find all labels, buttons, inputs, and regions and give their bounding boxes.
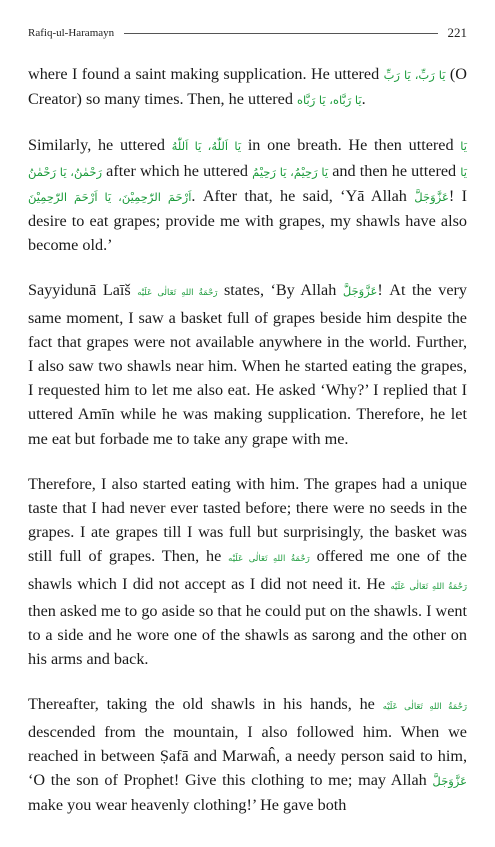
honorific-rahmatullah: رَحْمَةُ اللهِ تَعَالٰى عَلَيْه xyxy=(228,554,310,565)
text: where I found a saint making supplication. He uttered xyxy=(28,65,384,83)
paragraph-5 xyxy=(28,692,467,817)
text: in one breath. He then uttered xyxy=(241,136,461,155)
honorific-rahmatullah: رَحْمَةُ اللهِ تَعَالٰى عَلَيْه xyxy=(390,581,468,592)
paragraph-3 xyxy=(28,278,467,450)
text: descended from the mountain, I also followed him. When we reached in between Ṣafā and Marwaĥ, a needy person said to him, ‘O the son of Prophet! Give this clothing to me; may Allah xyxy=(28,722,467,790)
text: offered me one of the shawls which I did not accept as I did not need it. He xyxy=(28,547,467,593)
text: (O Creator) so many times. Then, he uttered xyxy=(28,65,467,109)
arabic-phrase: يَا رَحِيْمُ، يَا رَحِيْمُ xyxy=(252,164,329,179)
text: and then he uttered xyxy=(328,161,461,180)
text: . After that, he said, ‘Yā Allah xyxy=(191,186,415,205)
arabic-phrase: يَا رَبَّاه، يَا رَبَّاه xyxy=(296,93,362,108)
paragraph-4 xyxy=(28,472,467,672)
book-title: Rafiq-ul-Haramayn xyxy=(28,27,115,39)
paragraph-2 xyxy=(28,133,467,257)
arabic-phrase: يَا رَحْمٰنُ، يَا رَحْمٰنُ xyxy=(28,139,467,179)
text: Sayyidunā Laīš xyxy=(28,281,138,300)
text: after which he uttered xyxy=(102,161,253,180)
text: make you wear heavenly clothing!’ He gave both xyxy=(28,796,347,815)
page-header xyxy=(28,24,467,42)
arabic-phrase: يَا اَرْحَمَ الرّٰحِمِيْنَ، يَا اَرْحَمَ الرّٰحِمِيْنَ xyxy=(28,164,467,204)
arabic-phrase: يَا رَبِّ، يَا رَبِّ xyxy=(383,68,446,82)
text: Thereafter, taking the old shawls in his hands, he xyxy=(28,695,383,714)
text: ! At the very same moment, I saw a basket full of grapes beside him despite the fact that grapes were not available anywhere in the world. Further, I also saw two shawls near him. When he started eating the grapes, I requested him to let me also eat. He asked ‘Why?’ I replied that I uttered Amīn while he was making supplication. Therefore, he let me eat but forbade me to take any grape with me. xyxy=(28,281,467,448)
arabic-phrase: يَا اَللّٰهُ، يَا اَللّٰهُ xyxy=(171,139,242,154)
paragraph-1 xyxy=(28,62,467,112)
text: states, ‘By Allah xyxy=(217,281,343,300)
text: ! I desire to eat grapes; provide me with grapes, my shawls have also become old.’ xyxy=(28,186,467,255)
text: then asked me to go aside so that he could put on the shawls. I went to a side and he wore one of the shawls as sarong and the other on his arms and back. xyxy=(28,601,467,669)
text: Similarly, he uttered xyxy=(28,136,172,155)
honorific-rahmatullah: رَحْمَةُ اللهِ تَعَالٰى عَلَيْه xyxy=(137,288,218,299)
page-number: 221 xyxy=(447,25,467,40)
honorific-rahmatullah: رَحْمَةُ اللهِ تَعَالٰى عَلَيْه xyxy=(382,702,467,713)
text: Therefore, I also started eating with him. The grapes had a unique taste that I had never ever tasted before; there were no seeds in the grapes. I ate grapes till I was full but surprisingly, the basket was still full of grapes. Then, he xyxy=(28,474,467,566)
header-rule xyxy=(124,33,437,34)
page-body xyxy=(28,62,467,838)
text: . xyxy=(361,90,366,109)
honorific-azza-wa-jall: عَزَّوَجَلَّ xyxy=(432,774,467,789)
honorific-azza-wa-jall: عَزَّوَجَلَّ xyxy=(414,189,449,204)
honorific-azza-wa-jall: عَزَّوَجَلَّ xyxy=(342,284,378,299)
